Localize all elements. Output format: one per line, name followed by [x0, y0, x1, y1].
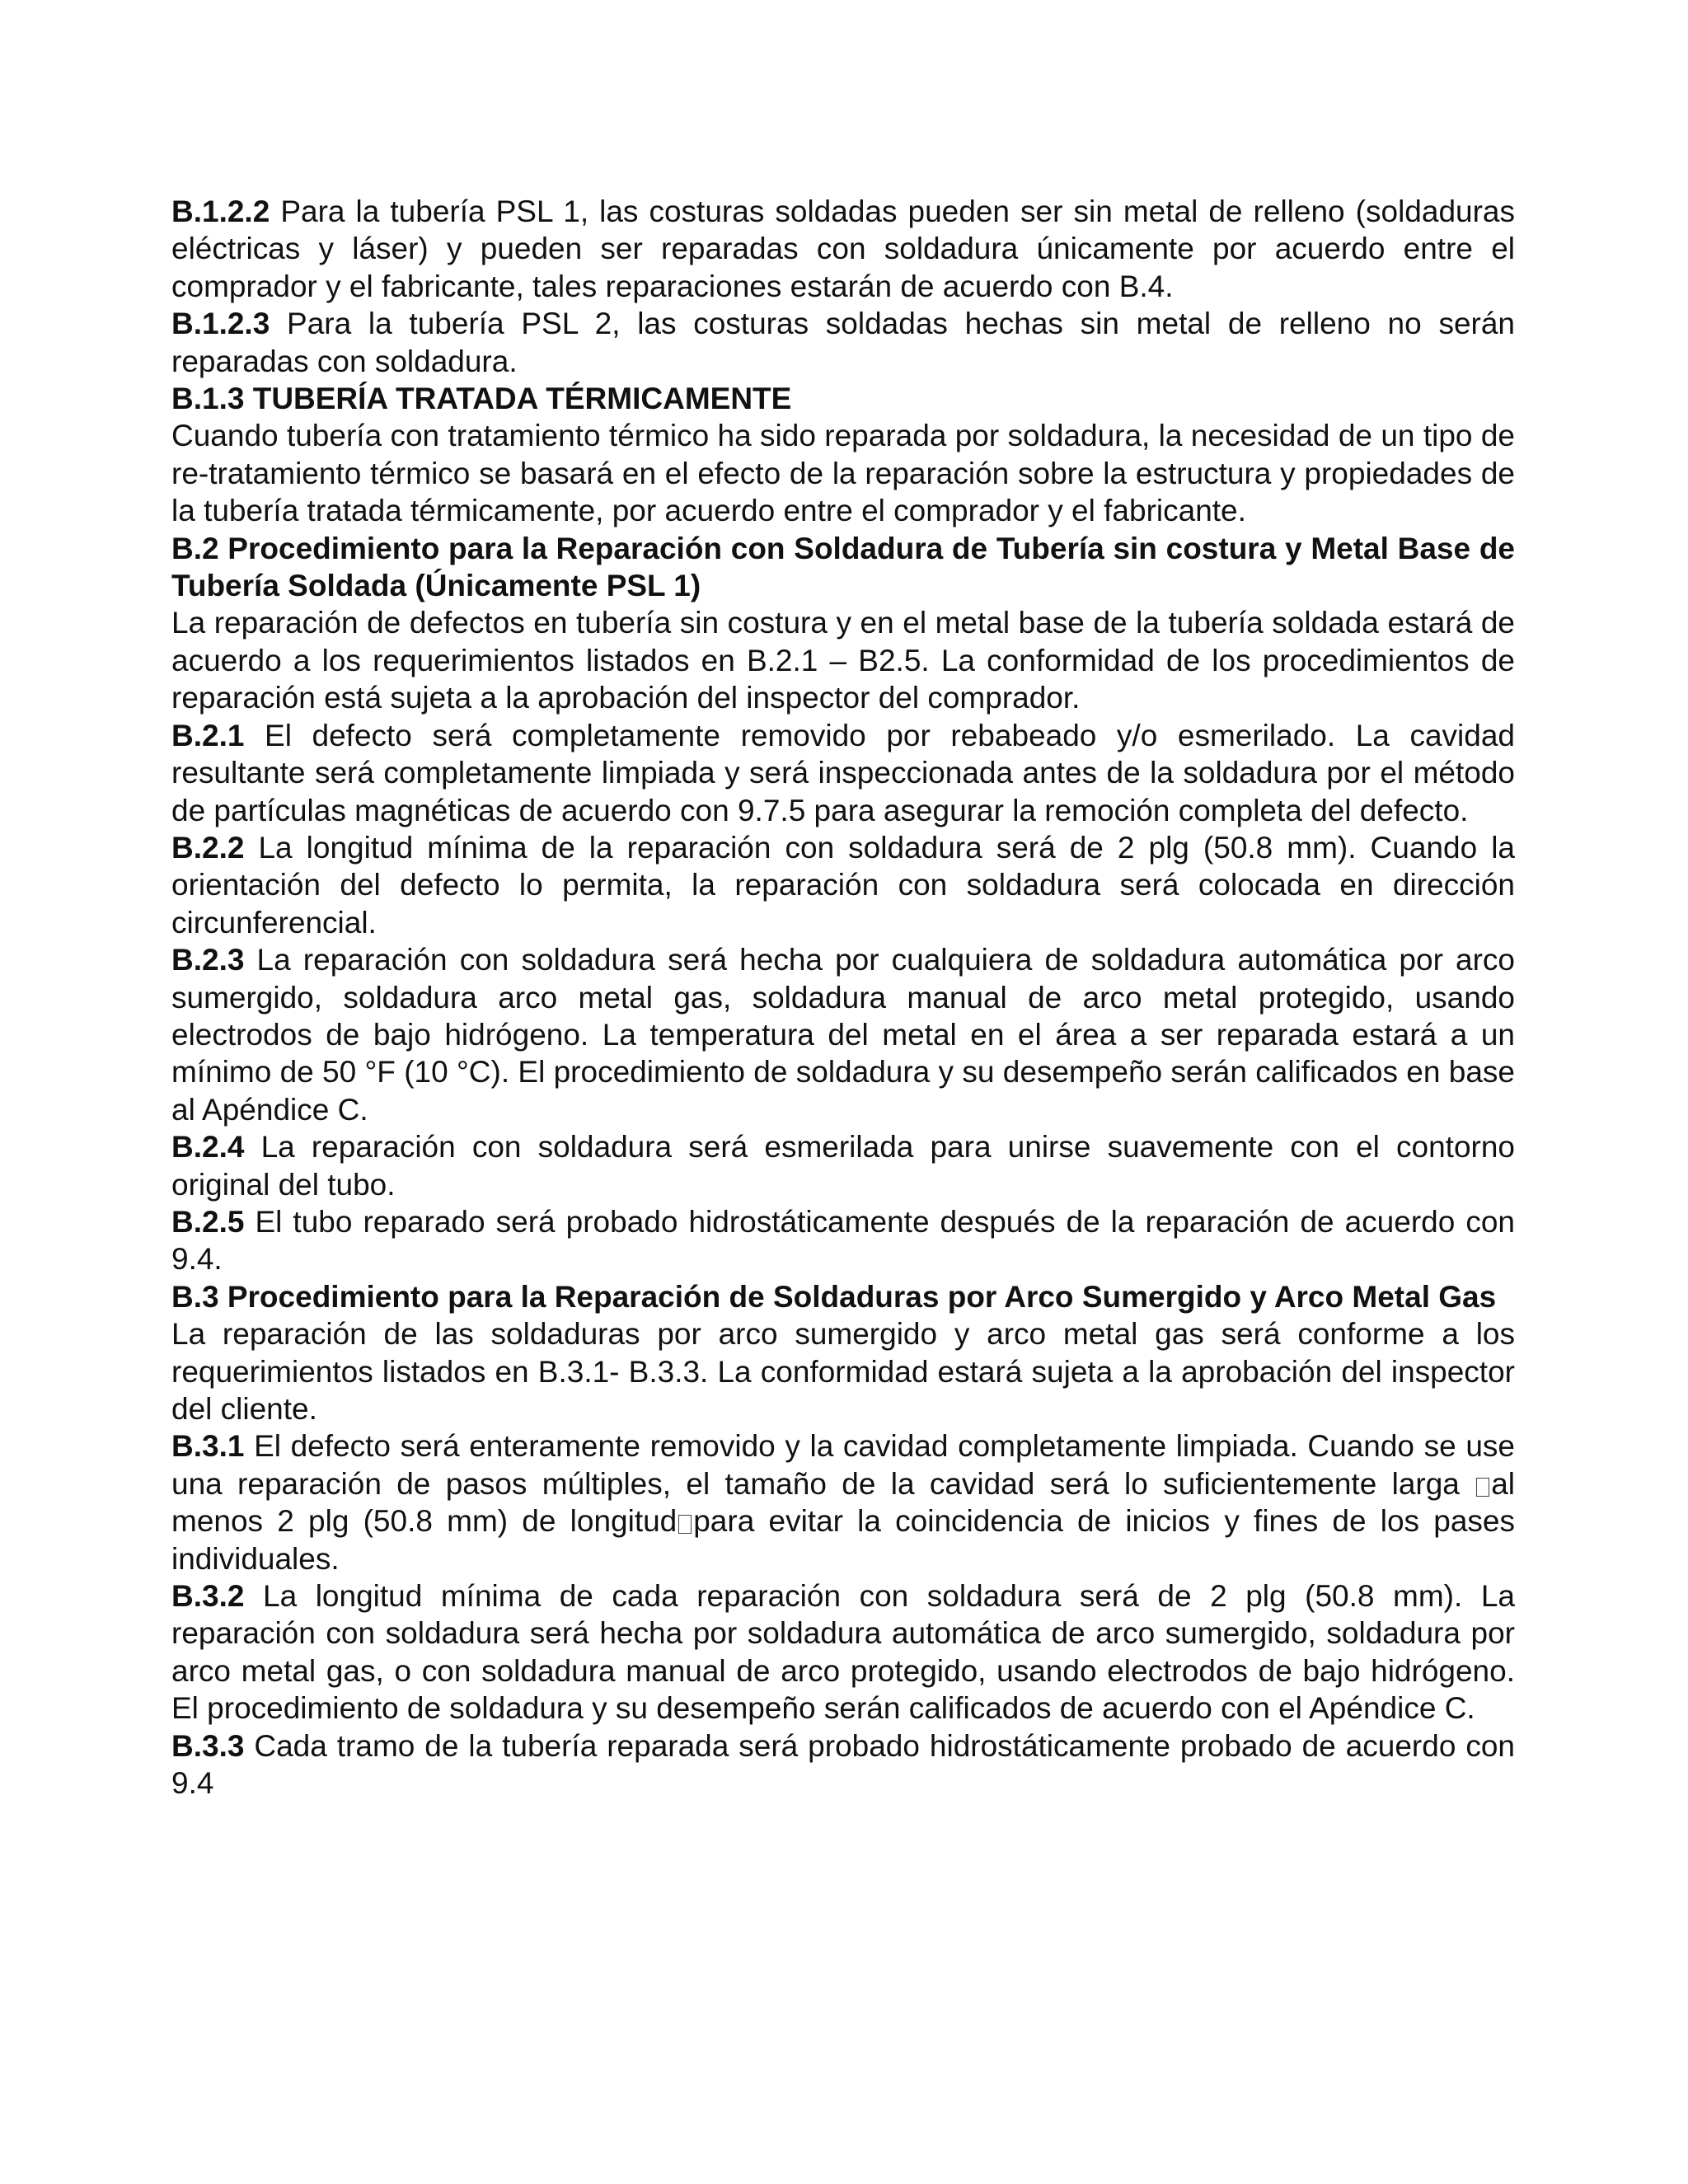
heading-b-3: B.3 Procedimiento para la Reparación de Soldaduras por Arco Sumergido y Arco Metal Gas	[171, 1279, 1497, 1314]
clause-number: B.2.4	[171, 1130, 245, 1165]
paragraph-b-3-1	[171, 1427, 1515, 1577]
clause-number: B.1.2.2	[171, 194, 270, 228]
clause-text: La longitud mínima de la reparación con soldadura será de 2 plg (50.8 mm). Cuando la orientación del defecto lo permita, la reparación con soldadura será colocada en dirección circunferencial.	[171, 830, 1515, 940]
clause-number: B.3.3	[171, 1728, 245, 1763]
paragraph-b-2-3	[171, 941, 1515, 1128]
clause-text: para evitar la coincidencia de inicios y fines de los pases individuales.	[171, 1504, 1515, 1576]
paragraph-b-1-3-body: Cuando tubería con tratamiento térmico ha sido reparada por soldadura, la necesidad de un tipo de re-tratamiento térmico se basará en el efecto de la reparación sobre la estructura y propiedades de la tubería tratada térmicamente, por acuerdo entre el comprador y el fabricante.	[171, 419, 1515, 528]
clause-text: Cada tramo de la tubería reparada será probado hidrostáticamente probado de acuerdo con 9.4	[171, 1728, 1515, 1801]
clause-number: B.2.3	[171, 943, 245, 977]
paragraph-b-3-3	[171, 1727, 1515, 1802]
clause-text: El tubo reparado será probado hidrostáticamente después de la reparación de acuerdo con 9.4.	[171, 1204, 1515, 1277]
paragraph-b-2-4	[171, 1128, 1515, 1203]
paragraph-b-2-5	[171, 1203, 1515, 1278]
clause-text: al menos 2 plg (50.8 mm) de longitud	[171, 1466, 1515, 1539]
clause-text: La reparación con soldadura será esmerilada para unirse suavemente con el contorno original del tubo.	[171, 1130, 1515, 1202]
paragraph-b-2-2	[171, 829, 1515, 941]
heading-b-2: B.2 Procedimiento para la Reparación con Soldadura de Tubería sin costura y Metal Base de Tubería Soldada (Únicamente PSL 1)	[171, 531, 1515, 603]
clause-number: B.2.5	[171, 1204, 245, 1239]
clause-number: B.3.1	[171, 1429, 245, 1464]
clause-text: El defecto será enteramente removido y la cavidad completamente limpiada. Cuando se use una reparación de pasos múltiples, el tamaño de la cavidad será lo suficientemente larga	[171, 1429, 1515, 1501]
paragraph-b-3-body: La reparación de las soldaduras por arco sumergido y arco metal gas será conforme a los requerimientos listados en B.3.1- B.3.3. La conformidad estará sujeta a la aprobación del inspector del cliente.	[171, 1317, 1515, 1426]
document-page	[171, 193, 1515, 1802]
paragraph-b-1-2-3	[171, 305, 1515, 380]
paragraph-b-1-2-2	[171, 193, 1515, 305]
clause-number: B.1.2.3	[171, 307, 270, 341]
clause-number: B.2.1	[171, 718, 245, 752]
paragraph-b-2-body: La reparación de defectos en tubería sin costura y en el metal base de la tubería soldada estará de acuerdo a los requerimientos listados en B.2.1 – B2.5. La conformidad de los procedimientos de reparación está sujeta a la aprobación del inspector del comprador.	[171, 606, 1515, 715]
clause-text: Para la tubería PSL 1, las costuras soldadas pueden ser sin metal de relleno (soldaduras eléctricas y láser) y pueden ser reparadas con soldadura únicamente por acuerdo entre el comprador y el fabricante, tales reparaciones estarán de acuerdo con B.4.	[171, 194, 1515, 303]
clause-text: Para la tubería PSL 2, las costuras soldadas hechas sin metal de relleno no serán reparadas con soldadura.	[171, 307, 1515, 378]
clause-number: B.2.2	[171, 830, 245, 865]
missing-glyph-icon	[678, 1515, 692, 1534]
clause-number: B.3.2	[171, 1579, 245, 1614]
paragraph-b-3-2	[171, 1577, 1515, 1727]
missing-glyph-icon	[1476, 1478, 1489, 1497]
heading-b-1-3: B.1.3 TUBERÍA TRATADA TÉRMICAMENTE	[171, 382, 792, 416]
paragraph-b-2-1	[171, 717, 1515, 829]
clause-text: La reparación con soldadura será hecha por cualquiera de soldadura automática por arco sumergido, soldadura arco metal gas, soldadura manual de arco metal protegido, usando electrodos de bajo hidrógeno. La temperatura del metal en el área a ser reparada estará a un mínimo de 50 °F (10 °C). El procedimiento de soldadura y su desempeño serán calificados en base al Apéndice C.	[171, 943, 1515, 1127]
clause-text: El defecto será completamente removido por rebabeado y/o esmerilado. La cavidad resultante será completamente limpiada y será inspeccionada antes de la soldadura por el método de partículas magnéticas de acuerdo con 9.7.5 para asegurar la remoción completa del defecto.	[171, 718, 1515, 827]
clause-text: La longitud mínima de cada reparación con soldadura será de 2 plg (50.8 mm). La reparación con soldadura será hecha por soldadura automática de arco sumergido, soldadura por arco metal gas, o con soldadura manual de arco protegido, usando electrodos de bajo hidrógeno. El procedimiento de soldadura y su desempeño serán calificados de acuerdo con el Apéndice C.	[171, 1579, 1515, 1726]
